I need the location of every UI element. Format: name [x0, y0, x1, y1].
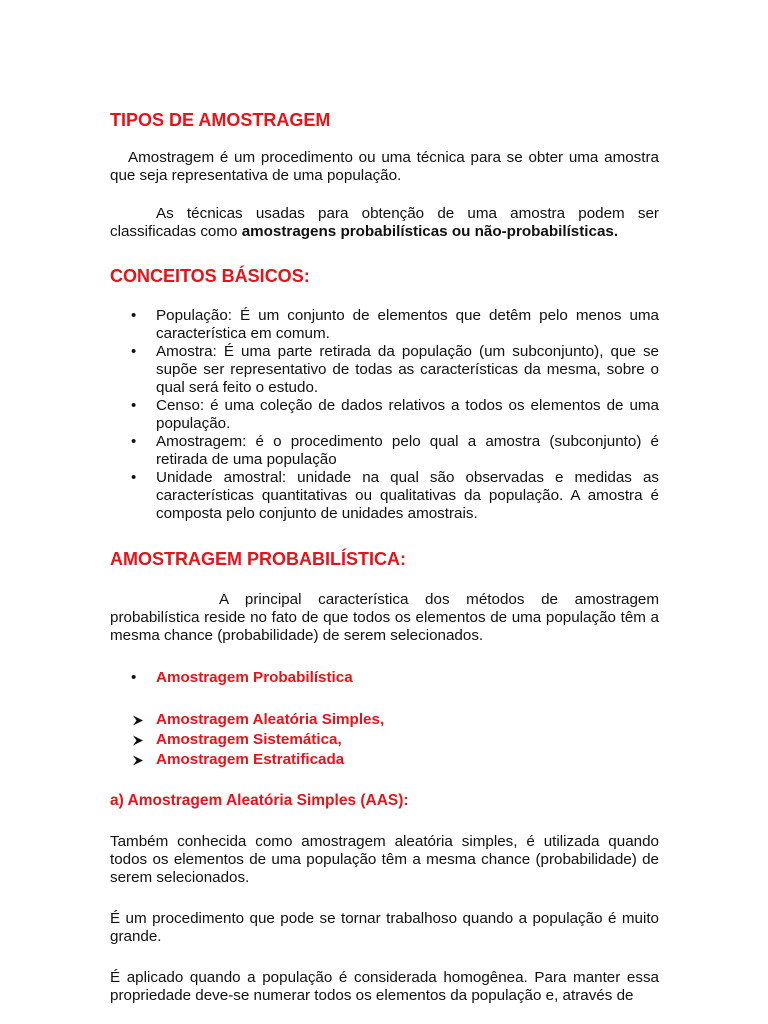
- list-item: [110, 307, 659, 343]
- bullet-dot-icon: •: [131, 433, 137, 450]
- list-item: [110, 343, 659, 397]
- prob-paragraph: A principal característica dos métodos de amostragem probabilística reside no fato de que todos os elementos de uma população têm a mesma chance (probabilidade) de serem selecionados.: [110, 591, 659, 644]
- concept-text: Amostragem: é o procedimento pelo qual a amostra (subconjunto) é retirada de uma população: [156, 433, 659, 468]
- concept-text: População: É um conjunto de elementos que detêm pelo menos uma característica em comum.: [156, 307, 659, 342]
- list-item: [110, 469, 659, 523]
- arrow-bullet-icon: [132, 755, 144, 766]
- intro-paragraph: Amostragem é um procedimento ou uma técnica para se obter uma amostra que seja representativa de uma população.: [110, 149, 659, 184]
- aas-heading: a) Amostragem Aleatória Simples (AAS):: [110, 792, 409, 809]
- prob-type-text: Amostragem Aleatória Simples,: [156, 711, 385, 728]
- bullet-dot-icon: •: [131, 343, 137, 360]
- concepts-heading: CONCEITOS BÁSICOS:: [110, 266, 310, 286]
- concepts-list: [110, 307, 659, 523]
- bullet-dot-icon: •: [131, 669, 137, 686]
- concept-text: Unidade amostral: unidade na qual são observadas e medidas as características quantitativas ou qualitativas da população. A amostra é composta pelo conjunto de unidades amostrais.: [156, 469, 659, 522]
- bullet-dot-icon: •: [131, 307, 137, 324]
- bullet-dot-icon: •: [131, 397, 137, 414]
- arrow-bullet-icon: [132, 735, 144, 746]
- aas-paragraph: Também conhecida como amostragem aleatória simples, é utilizada quando todos os elementos de uma população têm a mesma chance (probabilidade) de serem selecionados.: [110, 833, 659, 886]
- prob-heading: AMOSTRAGEM PROBABILÍSTICA:: [110, 549, 406, 569]
- list-item: [110, 397, 659, 433]
- page-title: TIPOS DE AMOSTRAGEM: [110, 110, 331, 130]
- prob-type-text: Amostragem Estratificada: [156, 751, 345, 768]
- techniques-paragraph: [110, 205, 659, 241]
- list-item: [110, 433, 659, 469]
- prob-type-text: Amostragem Sistemática,: [156, 731, 342, 748]
- arrow-bullet-icon: [132, 715, 144, 726]
- prob-bullet-text: Amostragem Probabilística: [156, 669, 353, 686]
- concept-text: Amostra: É uma parte retirada da população (um subconjunto), que se supõe ser representativo de todas as características da mesma, sobre o qual será feito o estudo.: [156, 343, 659, 396]
- techniques-text: As técnicas usadas para obtenção de uma amostra podem ser classificadas como: [110, 205, 659, 240]
- aas-paragraph: É um procedimento que pode se tornar trabalhoso quando a população é muito grande.: [110, 910, 659, 945]
- aas-paragraph: É aplicado quando a população é considerada homogênea. Para manter essa propriedade deve-se numerar todos os elementos da população e, através de: [110, 969, 659, 1004]
- techniques-bold-text: amostragens probabilísticas ou não-probabilísticas.: [241, 223, 619, 240]
- concept-text: Censo: é uma coleção de dados relativos a todos os elementos de uma população.: [156, 397, 659, 432]
- bullet-dot-icon: •: [131, 469, 137, 486]
